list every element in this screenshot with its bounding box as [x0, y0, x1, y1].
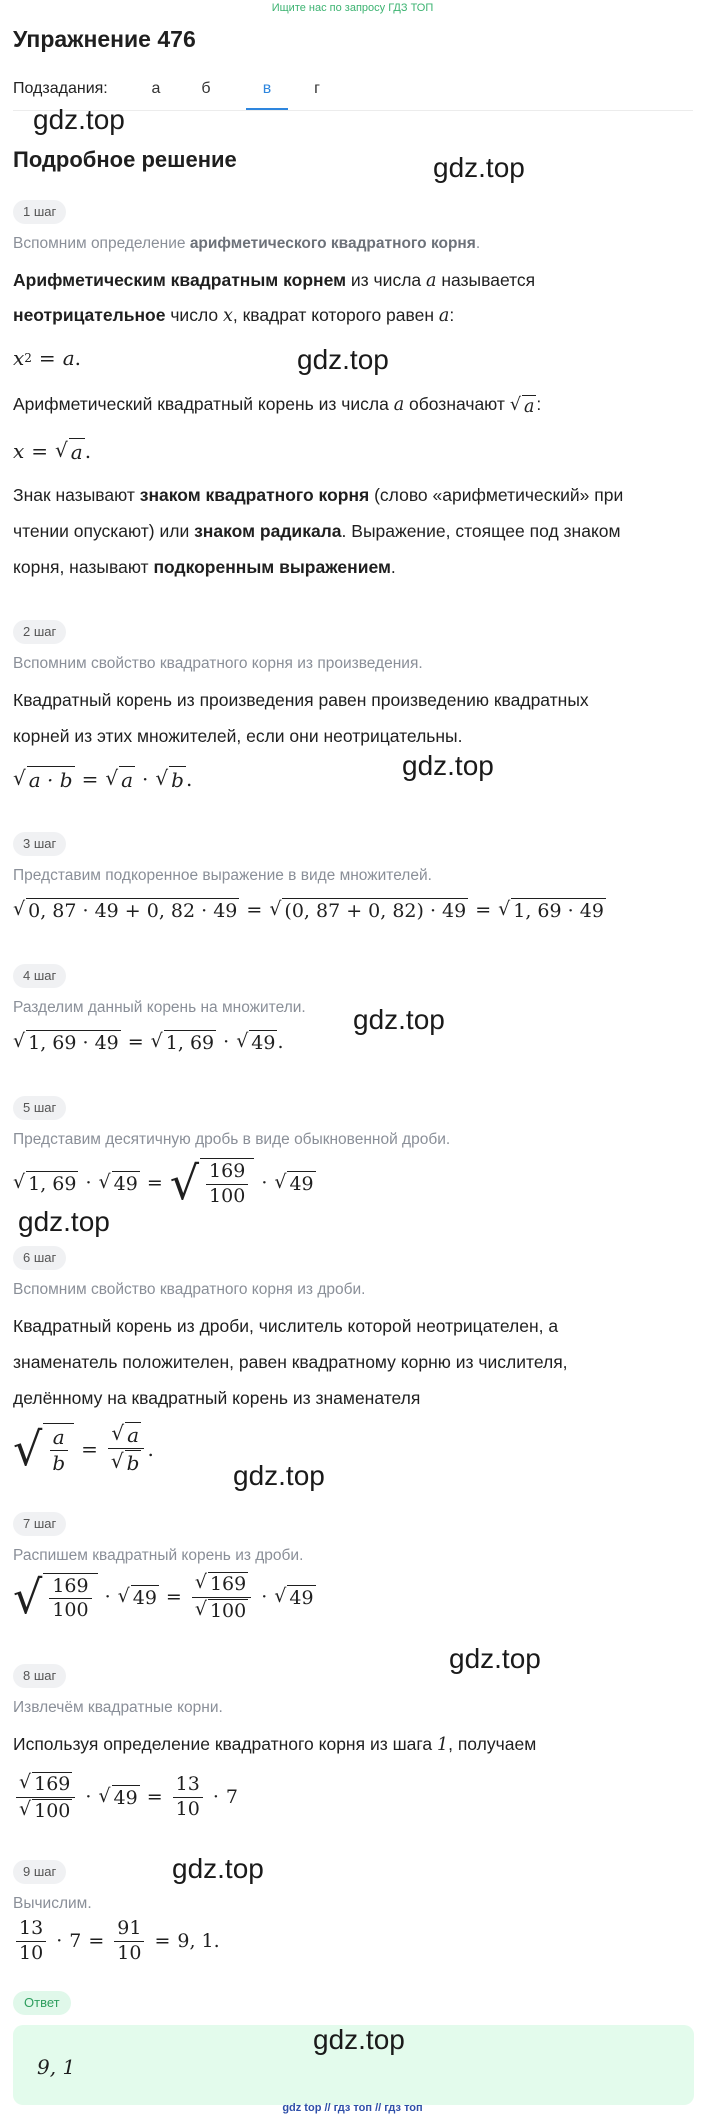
formula-step9: $\frac{13}{10}$ · 7 = $\frac{91}{10}$ = 9, 1. — [13, 1918, 220, 1965]
step-badge: 6 шаг — [13, 1246, 66, 1270]
step-badge: 3 шаг — [13, 832, 66, 856]
watermark: gdz.top — [33, 104, 125, 135]
formula-x-squared: x 2 = a . — [13, 346, 81, 370]
step-hint: Распишем квадратный корень из дроби. — [13, 1547, 304, 1564]
formula-step7: √ $\frac{169}{100}$ · √ 49 = √ 169 √ 100 · √ 49 — [13, 1570, 314, 1625]
formula-step4: √ 1, 69 · 49 = √ 1, 69 · √ 49 . — [13, 1030, 284, 1054]
step-hint: Представим подкоренное выражение в виде множителей. — [13, 867, 432, 884]
watermark: gdz.top — [18, 1206, 110, 1237]
page-title: Упражнение 476 — [13, 26, 196, 52]
formula-x-root: x = √ a . — [13, 438, 92, 464]
formula-product-root: √ a · b = √ a · √ b . — [13, 766, 193, 792]
step-hint: Извлечём квадратные корни. — [13, 1699, 223, 1716]
text-line: делённому на квадратный корень из знаменателя — [13, 1388, 421, 1408]
subtasks-label: Подзадания: — [13, 80, 108, 97]
formula-step5: √ 1, 69 · √ 49 = √ $\frac{169}{100}$ · √ 49 — [13, 1155, 314, 1210]
step-hint: Вспомним свойство квадратного корня из дроби. — [13, 1281, 366, 1298]
step-hint: Вспомним определение арифметического квадратного корня. — [13, 235, 481, 252]
watermark: gdz.top — [433, 152, 525, 183]
formula-fraction-root: √ $\frac{a}{b}$ = √ a √ b . — [13, 1421, 154, 1476]
watermark: gdz.top — [353, 1004, 445, 1035]
text-line: Квадратный корень из произведения равен произведению квадратных — [13, 690, 589, 710]
search-banner[interactable]: Ищите нас по запросу ГДЗ ТОП — [271, 2, 434, 14]
step-badge: 4 шаг — [13, 964, 66, 988]
solution-heading: Подробное решение — [13, 147, 237, 172]
answer-badge: Ответ — [13, 1991, 71, 2015]
footer-links[interactable]: gdz top // гдз топ // гдз топ — [282, 2102, 423, 2114]
step-hint: Представим десятичную дробь в виде обыкновенной дроби. — [13, 1131, 451, 1148]
tab-g[interactable]: г — [314, 80, 320, 97]
watermark: gdz.top — [172, 1853, 264, 1884]
step-badge: 8 шаг — [13, 1664, 66, 1688]
step-badge: 2 шаг — [13, 620, 66, 644]
step-badge: 7 шаг — [13, 1512, 66, 1536]
text-line: Квадратный корень из дроби, числитель которой неотрицателен, а — [13, 1316, 559, 1336]
answer-value: 9, 1 — [37, 2055, 76, 2079]
watermark: gdz.top — [233, 1460, 325, 1491]
text-line: корня, называют подкоренным выражением. — [13, 557, 396, 577]
text-line: Арифметический квадратный корень из числа a обозначают √ a : — [13, 394, 542, 417]
tab-b[interactable]: б — [201, 80, 211, 97]
watermark: gdz.top — [297, 344, 389, 375]
watermark: gdz.top — [402, 750, 494, 781]
text-line: Используя определение квадратного корня из шага 1, получаем — [13, 1734, 537, 1755]
text-line: корней из этих множителей, если они неотрицательны. — [13, 726, 463, 746]
text-line: Знак называют знаком квадратного корня (слово «арифметический» при — [13, 485, 624, 505]
text-line: знаменатель положителен, равен квадратному корню из числителя, — [13, 1352, 568, 1372]
step-hint: Вычислим. — [13, 1895, 92, 1912]
formula-step3: √ 0, 87 · 49 + 0, 82 · 49 = √ (0, 87 + 0, 82) · 49 = √ 1, 69 · 49 — [13, 898, 604, 922]
step-hint: Разделим данный корень на множители. — [13, 999, 306, 1016]
text-line: Арифметическим квадратным корнем из числа a называется — [13, 270, 536, 291]
text-line: чтении опускают) или знаком радикала. Выражение, стоящее под знаком — [13, 521, 621, 541]
step-badge: 5 шаг — [13, 1096, 66, 1120]
step-hint: Вспомним свойство квадратного корня из произведения. — [13, 655, 423, 672]
step-badge: 1 шаг — [13, 200, 66, 224]
formula-step8: √ 169 √ 100 · √ 49 = $\frac{13}{10}$ · 7 — [13, 1772, 238, 1823]
text-line: неотрицательное число x, квадрат которого равен a: — [13, 305, 455, 326]
watermark: gdz.top — [313, 2024, 405, 2055]
step-badge: 9 шаг — [13, 1860, 66, 1884]
tab-a[interactable]: а — [151, 80, 161, 97]
watermark: gdz.top — [449, 1643, 541, 1674]
tab-v[interactable]: в — [262, 80, 272, 97]
